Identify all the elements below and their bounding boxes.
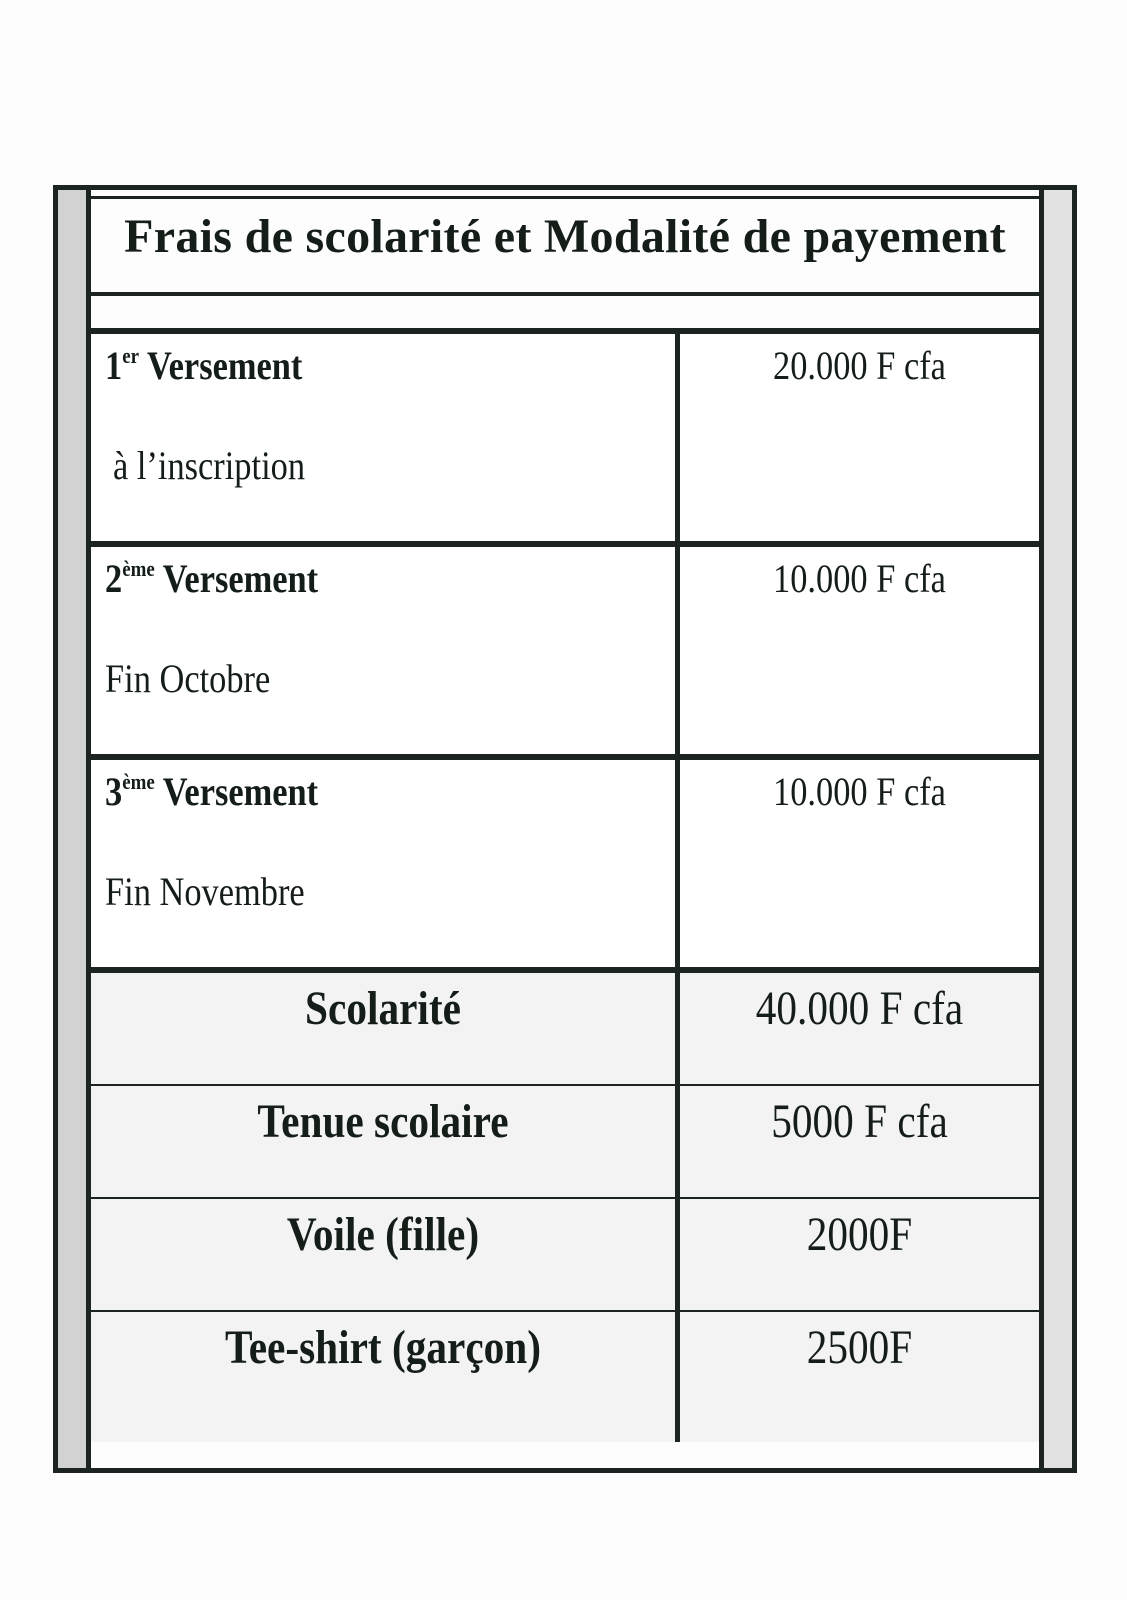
installment-word: Versement	[146, 343, 303, 388]
installment-row	[91, 547, 1039, 760]
installment-amount-cell	[680, 547, 1039, 754]
installment-amount: 10.000 F cfa	[773, 769, 946, 814]
fee-amount: 2500F	[806, 1321, 913, 1374]
installment-ordinal-suffix: ème	[122, 556, 155, 581]
fee-amount-cell	[680, 1199, 1039, 1310]
fee-label: Tee-shirt (garçon)	[224, 1321, 542, 1374]
fee-row	[91, 1199, 1039, 1312]
installment-due: Fin Octobre	[105, 656, 271, 701]
installment-title	[105, 768, 318, 815]
installment-title	[105, 555, 318, 602]
fee-amount: 40.000 F cfa	[755, 982, 964, 1035]
installment-title	[105, 342, 302, 389]
installment-ordinal-suffix: er	[122, 343, 139, 368]
fee-row	[91, 973, 1039, 1086]
fee-amount: 2000F	[806, 1208, 913, 1261]
table-rows	[91, 334, 1039, 1468]
installment-word: Versement	[162, 769, 319, 814]
installment-due: Fin Novembre	[105, 869, 305, 914]
fee-label-cell	[91, 973, 680, 1084]
installment-label-cell	[91, 334, 680, 541]
installment-amount: 20.000 F cfa	[773, 343, 946, 388]
fee-label-cell	[91, 1312, 680, 1442]
installment-row	[91, 334, 1039, 547]
fees-table	[53, 185, 1077, 1473]
fee-amount: 5000 F cfa	[771, 1095, 948, 1148]
fee-label: Voile (fille)	[286, 1208, 480, 1261]
fee-row	[91, 1312, 1039, 1442]
installment-ordinal: 2	[105, 556, 123, 601]
title-row	[91, 196, 1039, 296]
installment-amount: 10.000 F cfa	[773, 556, 946, 601]
fee-label: Scolarité	[305, 982, 461, 1035]
installment-word: Versement	[162, 556, 319, 601]
fee-label-cell	[91, 1199, 680, 1310]
left-border-bar	[58, 190, 91, 1468]
fee-amount-cell	[680, 1086, 1039, 1197]
spacer-row	[91, 296, 1039, 334]
installment-amount-cell	[680, 334, 1039, 541]
fee-amount-cell	[680, 1312, 1039, 1442]
installment-label-cell	[91, 547, 680, 754]
fee-label: Tenue scolaire	[257, 1095, 509, 1148]
installment-due: à l’inscription	[113, 443, 306, 488]
table-title: Frais de scolarité et Modalité de payement	[124, 210, 1006, 263]
installment-label-cell	[91, 760, 680, 967]
table-body	[91, 190, 1039, 1468]
installment-ordinal-suffix: ème	[122, 769, 155, 794]
installment-ordinal: 3	[105, 769, 123, 814]
installment-row	[91, 760, 1039, 973]
right-border-bar	[1039, 190, 1072, 1468]
installment-amount-cell	[680, 760, 1039, 967]
installment-ordinal: 1	[105, 343, 123, 388]
fee-label-cell	[91, 1086, 680, 1197]
fee-row	[91, 1086, 1039, 1199]
fee-amount-cell	[680, 973, 1039, 1084]
